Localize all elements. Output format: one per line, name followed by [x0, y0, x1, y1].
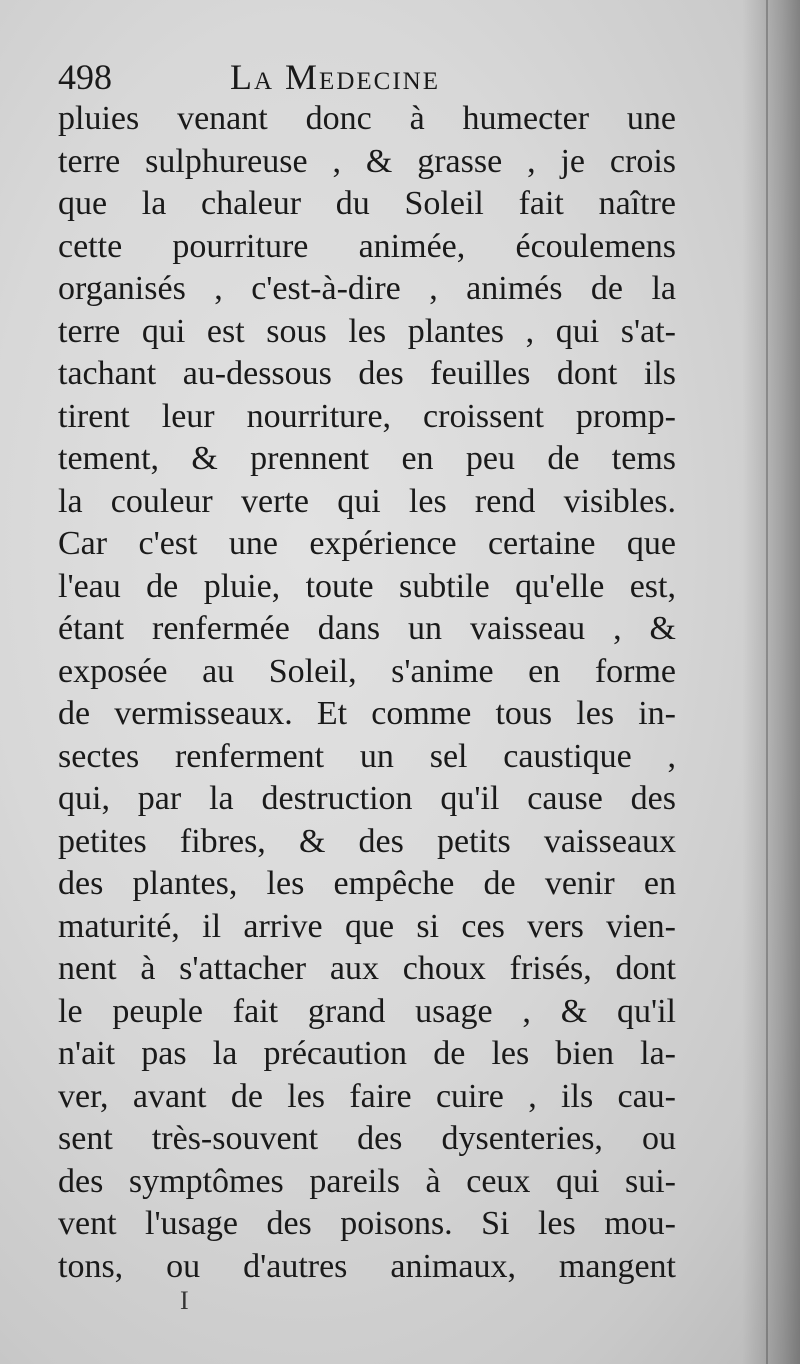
text-line: vent l'usage des poisons. Si les mou- — [58, 1205, 676, 1242]
page-number: 498 — [58, 57, 112, 97]
text-line: tons, ou d'autres animaux, mangent — [58, 1247, 676, 1285]
page-header — [58, 52, 668, 102]
text-line: terre qui est sous les plantes , qui s'at- — [58, 312, 676, 350]
body-text — [58, 98, 676, 1288]
text-line: terre sulphureuse , & grasse , je crois — [58, 142, 676, 180]
text-line: cette pourriture animée, écoulemens — [58, 227, 676, 265]
signature-mark: I — [180, 1286, 189, 1315]
text-line: Car c'est une expérience certaine que — [58, 525, 676, 562]
text-line: que la chaleur du Soleil fait naître — [58, 185, 676, 222]
page-edge-shadow — [742, 0, 800, 1364]
page-fold-line — [766, 0, 768, 1364]
text-line: ver, avant de les faire cuire , ils cau- — [58, 1077, 676, 1115]
text-line: sent très-souvent des dysenteries, ou — [58, 1120, 676, 1157]
text-line: l'eau de pluie, toute subtile qu'elle est, — [58, 567, 676, 605]
text-line: le peuple fait grand usage , & qu'il — [58, 992, 676, 1030]
text-line: maturité, il arrive que si ces vers vien- — [58, 907, 676, 945]
text-line: sectes renferment un sel caustique , — [58, 737, 676, 775]
text-line: qui, par la destruction qu'il cause des — [58, 780, 676, 817]
text-line: de vermisseaux. Et comme tous les in- — [58, 695, 676, 732]
text-line: pluies venant donc à humecter une — [58, 100, 676, 137]
text-line: étant renfermée dans un vaisseau , & — [58, 610, 676, 647]
text-line: tement, & prennent en peu de tems — [58, 440, 676, 477]
text-line: exposée au Soleil, s'anime en forme — [58, 652, 676, 690]
text-line: tirent leur nourriture, croissent promp- — [58, 397, 676, 435]
text-line: la couleur verte qui les rend visibles. — [58, 482, 676, 520]
text-line: des symptômes pareils à ceux qui sui- — [58, 1162, 676, 1200]
text-line: petites fibres, & des petits vaisseaux — [58, 822, 676, 860]
text-line: des plantes, les empêche de venir en — [58, 865, 676, 902]
running-title: La Medecine — [230, 57, 440, 97]
text-line: nent à s'attacher aux choux frisés, dont — [58, 950, 676, 987]
text-line: tachant au-dessous des feuilles dont ils — [58, 355, 676, 392]
text-line: n'ait pas la précaution de les bien la- — [58, 1035, 676, 1072]
text-line: organisés , c'est-à-dire , animés de la — [58, 270, 676, 307]
